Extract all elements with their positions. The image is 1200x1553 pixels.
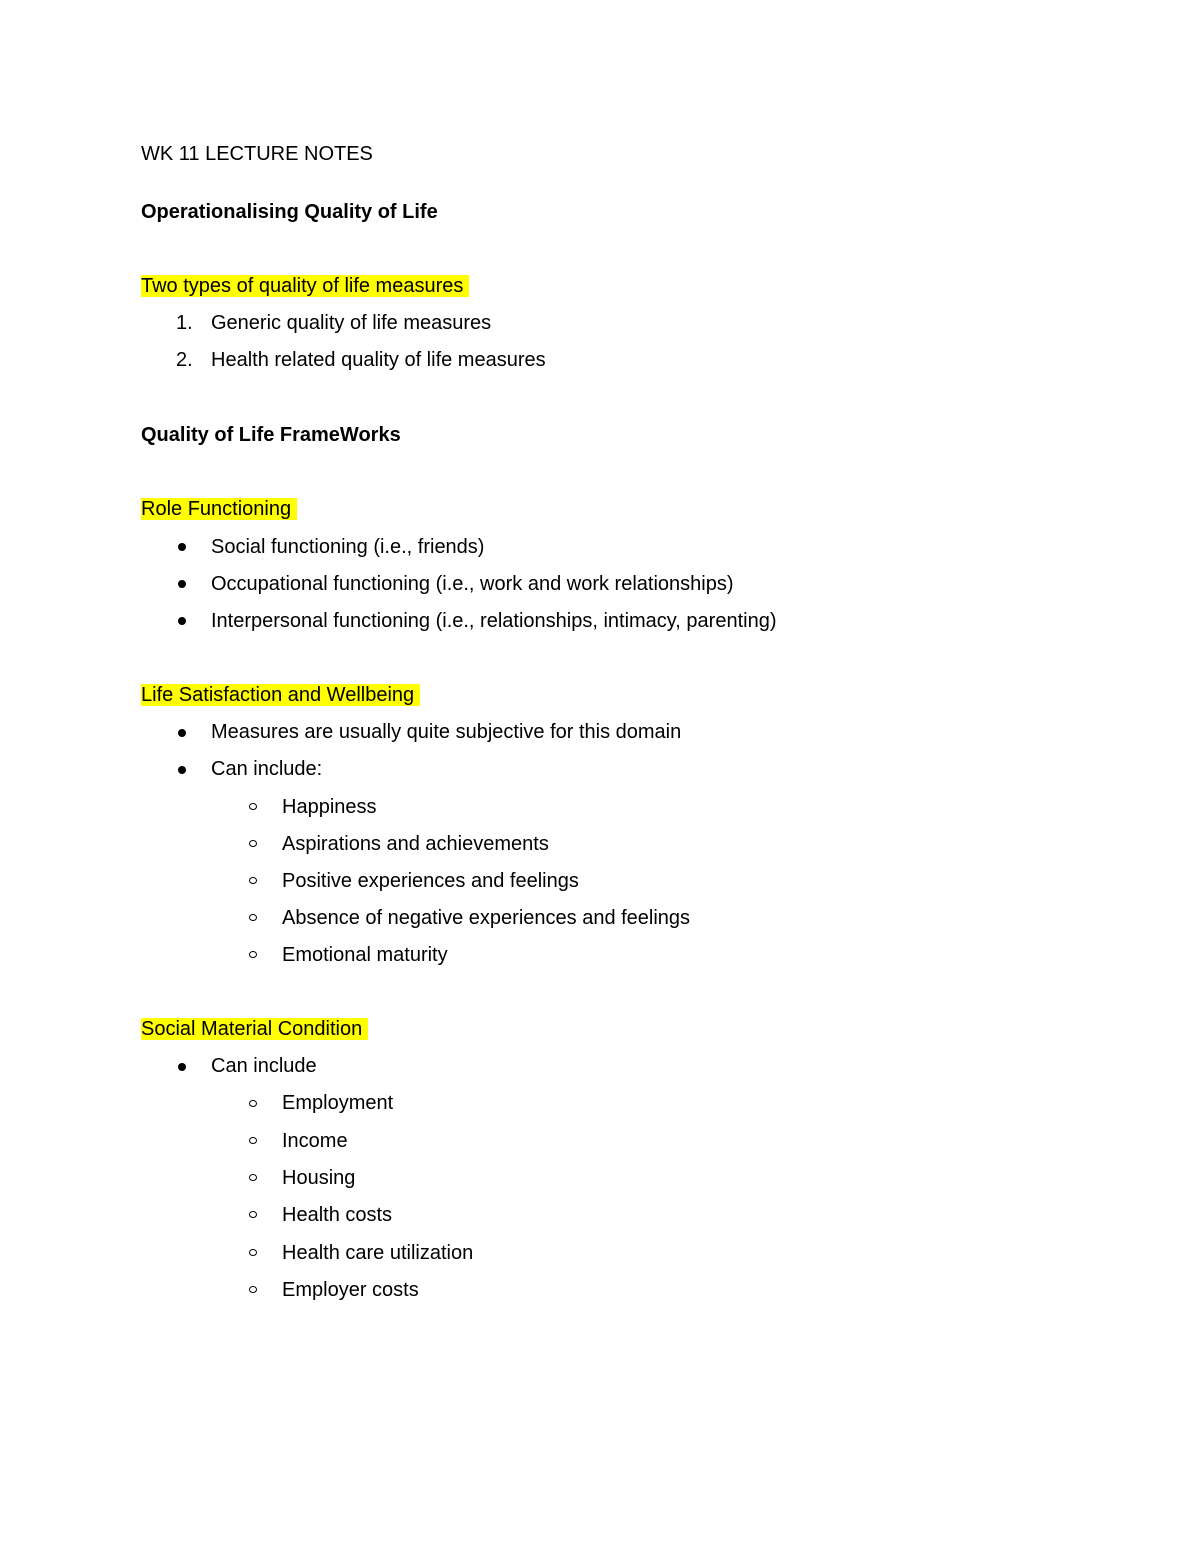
list-item-health-related: Health related quality of life measures <box>211 349 546 371</box>
highlight-two-types: Two types of quality of life measures <box>141 275 469 297</box>
heading-operationalising: Operationalising Quality of Life <box>141 201 438 223</box>
list-item: Can include <box>211 1055 317 1077</box>
bullet-icon <box>178 766 186 774</box>
bullet-icon <box>178 1063 186 1071</box>
bullet-icon <box>178 580 186 588</box>
sub-list-item: Emotional maturity <box>282 944 448 966</box>
sub-list-item: Happiness <box>282 796 377 818</box>
bullet-icon <box>178 617 186 625</box>
highlight-life-satisfaction: Life Satisfaction and Wellbeing <box>141 684 420 706</box>
sub-list-item: Income <box>282 1130 348 1152</box>
sub-list-item: Health care utilization <box>282 1242 474 1264</box>
heading-frameworks: Quality of Life FrameWorks <box>141 424 401 446</box>
hollow-bullet-icon <box>249 914 257 921</box>
hollow-bullet-icon <box>249 1137 257 1144</box>
section-heading-life-satisfaction <box>141 683 420 707</box>
document-title: WK 11 LECTURE NOTES <box>141 143 373 165</box>
list-item: Occupational functioning (i.e., work and work relationships) <box>211 573 734 595</box>
highlight-social-material: Social Material Condition <box>141 1018 368 1040</box>
hollow-bullet-icon <box>249 1286 257 1293</box>
hollow-bullet-icon <box>249 951 257 958</box>
bullet-icon <box>178 729 186 737</box>
section-heading-role-functioning <box>141 497 297 521</box>
sub-list-item: Health costs <box>282 1204 393 1226</box>
sub-list-item: Employer costs <box>282 1279 419 1301</box>
list-number: 1. <box>176 312 193 334</box>
hollow-bullet-icon <box>249 1249 257 1256</box>
list-item: Social functioning (i.e., friends) <box>211 536 485 558</box>
hollow-bullet-icon <box>249 840 257 847</box>
sub-list-item: Housing <box>282 1167 356 1189</box>
highlight-role-functioning: Role Functioning <box>141 498 297 520</box>
section-heading-two-types <box>141 274 469 298</box>
hollow-bullet-icon <box>249 1211 257 1218</box>
hollow-bullet-icon <box>249 1174 257 1181</box>
sub-list-item: Employment <box>282 1092 394 1114</box>
hollow-bullet-icon <box>249 803 257 810</box>
hollow-bullet-icon <box>249 1100 257 1107</box>
list-item: Can include: <box>211 758 323 780</box>
list-item-generic: Generic quality of life measures <box>211 312 492 334</box>
list-item: Interpersonal functioning (i.e., relationships, intimacy, parenting) <box>211 610 777 632</box>
sub-list-item: Positive experiences and feelings <box>282 870 579 892</box>
bullet-icon <box>178 543 186 551</box>
section-heading-social-material <box>141 1017 368 1041</box>
sub-list-item: Aspirations and achievements <box>282 833 549 855</box>
hollow-bullet-icon <box>249 877 257 884</box>
sub-list-item: Absence of negative experiences and feelings <box>282 907 691 929</box>
list-number: 2. <box>176 349 193 371</box>
list-item: Measures are usually quite subjective for this domain <box>211 721 682 743</box>
